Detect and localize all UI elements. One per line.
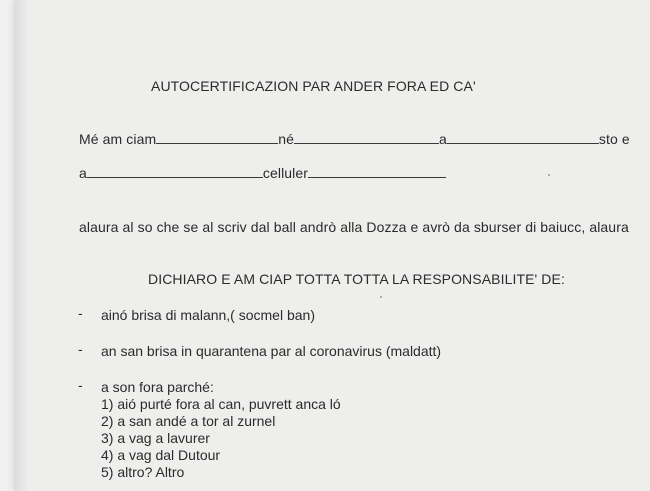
paper-speck xyxy=(380,296,382,298)
place-label: a xyxy=(439,131,447,147)
bullet-mark: - xyxy=(78,305,83,321)
paper-speck xyxy=(548,174,550,176)
reason-option: 4) a vag dal Dutour xyxy=(101,447,221,463)
statement-text: alaura al so che se al scriv dal ball andrò alla Dozza e avrò da sburser di baiucc, alaura xyxy=(79,219,629,235)
declaration-item: a son fora parché: xyxy=(101,379,214,395)
address-label: a xyxy=(79,165,87,181)
declaration-heading: DICHIARO E AM CIAP TOTTA TOTTA LA RESPONSABILITE' DE: xyxy=(148,271,565,287)
reason-option: 1) aió purté fora al can, puvrett anca ló xyxy=(101,396,341,412)
phone-label: celluler xyxy=(262,165,309,181)
place-blank xyxy=(447,132,599,144)
page-edge-shadow xyxy=(14,0,30,491)
address-blank xyxy=(87,166,263,178)
name-blank xyxy=(156,132,278,144)
reason-option: 2) a san andé a tor al zurnel xyxy=(101,413,276,429)
residence-label: sto e xyxy=(598,131,630,147)
reason-option: 5) altro? Altro xyxy=(101,464,185,480)
bullet-mark: - xyxy=(78,377,83,393)
contact-line xyxy=(79,165,446,181)
name-label: Mé am ciam xyxy=(79,131,157,147)
born-label: né xyxy=(278,131,295,147)
phone-blank xyxy=(308,166,446,178)
document-title: AUTOCERTIFICAZION PAR ANDER FORA ED CA' xyxy=(151,78,476,94)
reason-option: 3) a vag a lavurer xyxy=(101,430,210,446)
identity-line xyxy=(79,131,630,147)
bullet-mark: - xyxy=(78,341,83,357)
declaration-item: ainó brisa di malann,( socmel ban) xyxy=(101,307,315,323)
born-blank xyxy=(294,132,439,144)
declaration-item: an san brisa in quarantena par al coronavirus (maldatt) xyxy=(101,343,442,359)
